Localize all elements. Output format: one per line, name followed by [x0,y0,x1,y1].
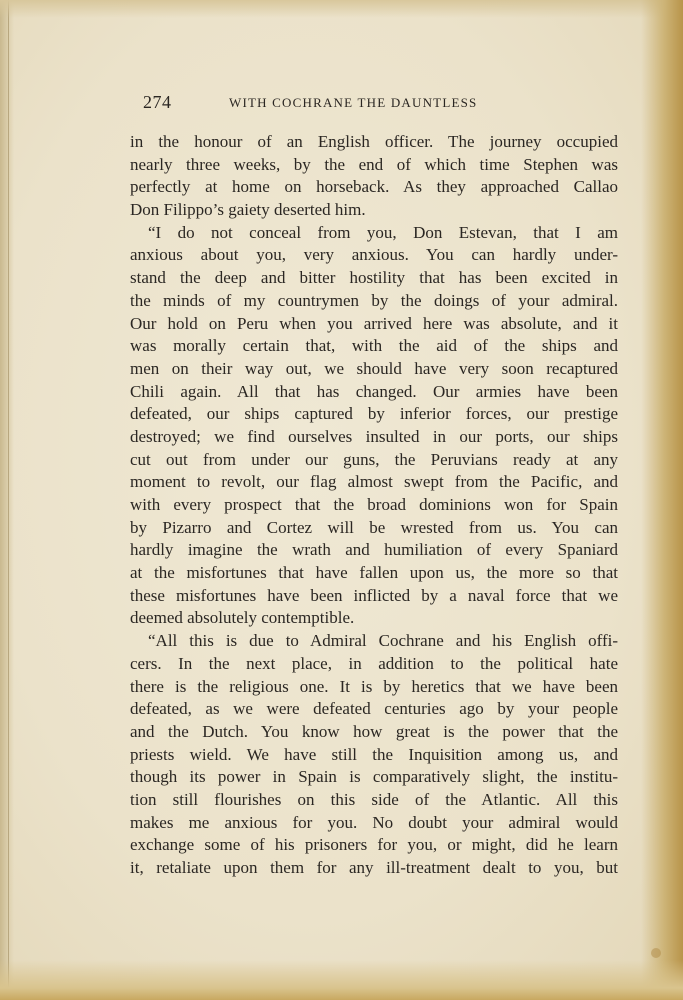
top-page-edge [0,0,683,18]
text-line: cut out from under our guns, the Peruvians ready at any [130,449,618,469]
text-line: hardly imagine the wrath and humiliation of every Spaniard [130,540,618,560]
bottom-page-edge [0,960,683,1000]
running-head [143,92,619,114]
text-line: moment to revolt, our flag almost swept from the Pacific, and [130,472,618,492]
text-line: perfectly at home on horseback. As they approached Callao [130,177,618,197]
text-line: Don Filippo’s gaiety deserted him. [130,200,366,220]
page-stain [651,948,661,958]
text-line: at the misfortunes that have fallen upon us, the more so that [130,563,618,583]
text-line: nearly three weeks, by the end of which time Stephen was [130,154,618,174]
body-text [130,131,618,880]
text-line: “I do not conceal from you, Don Estevan, that I am [148,222,618,242]
text-line: exchange some of his prisoners for you, or might, did he learn [130,835,618,855]
gutter-line [8,0,9,1000]
text-line: cers. In the next place, in addition to the political hate [130,653,618,673]
text-line: defeated, our ships captured by inferior forces, our prestige [130,404,618,424]
text-line: though its power in Spain is comparatively slight, the institu- [130,767,618,787]
text-line: these misfortunes have been inflicted by a naval force that we [130,585,618,605]
text-line: it, retaliate upon them for any ill-treatment dealt to you, but [130,858,618,877]
binding-shadow [0,0,14,1000]
text-line: anxious about you, very anxious. You can hardly under- [130,245,618,265]
text-line: Chili again. All that has changed. Our armies have been [130,381,618,401]
text-line: tion still flourishes on this side of the Atlantic. All this [130,789,618,809]
text-line: in the honour of an English officer. The journey occupied [130,132,618,151]
text-line: with every prospect that the broad dominions won for Spain [130,495,618,514]
text-line: and the Dutch. You know how great is the power that the [130,721,618,741]
text-line: destroyed; we find ourselves insulted in our ports, our ships [130,426,618,446]
text-line: “All this is due to Admiral Cochrane and his English offi- [148,631,618,651]
text-line: Our hold on Peru when you arrived here was absolute, and it [130,313,618,333]
text-line: deemed absolutely contemptible. [130,608,355,628]
running-title: WITH COCHRANE THE DAUNTLESS [229,95,478,110]
text-line: stand the deep and bitter hostility that has been excited in [130,268,618,288]
right-page-edge [641,0,683,1000]
text-line: there is the religious one. It is by heretics that we have been [130,676,618,696]
text-line: men on their way out, we should have very soon recaptured [130,358,618,378]
text-line: the minds of my countrymen by the doings of your admiral. [130,290,618,310]
page-number: 274 [143,92,172,112]
text-line: defeated, as we were defeated centuries ago by your people [130,699,618,719]
text-line: makes me anxious for you. No doubt your admiral would [130,812,618,832]
text-line: was morally certain that, with the aid of the ships and [130,336,618,356]
text-line: by Pizarro and Cortez will be wrested from us. You can [130,517,618,537]
text-line: priests wield. We have still the Inquisition among us, and [130,744,618,764]
